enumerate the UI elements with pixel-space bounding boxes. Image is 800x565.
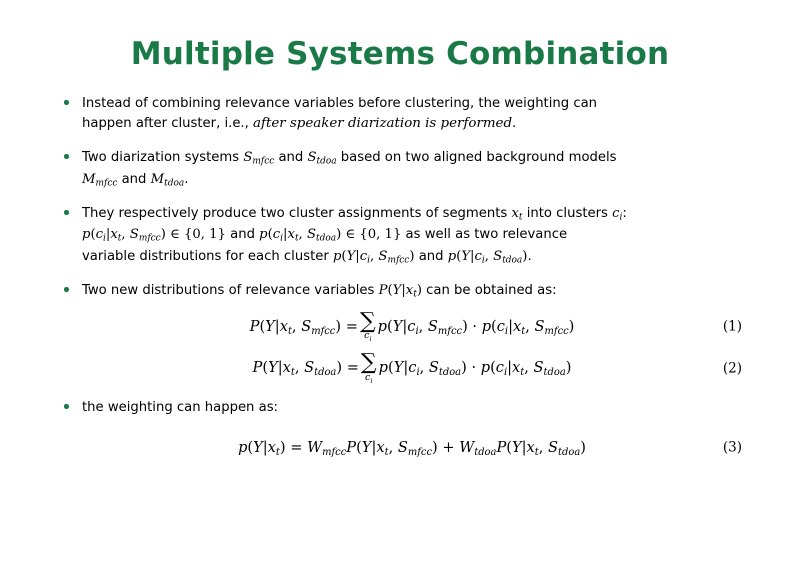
equation-3-number: (3) — [722, 440, 742, 457]
symbol-bar: | — [470, 248, 475, 264]
symbol-bar: | — [401, 283, 406, 299]
subscript-mfcc: mfcc — [437, 325, 463, 337]
symbol-y: Y — [268, 359, 278, 377]
symbol-s-tdoa: S — [307, 150, 317, 166]
equation-2-body: $P(Y|x_t$, $S_{tdoa}$) = ∑ $c_i$ $p(Y|c_i$, $S_{tdoa}) \cdot p(c_i|x_t$, $S_{tdoa}$) (2) — [252, 350, 742, 385]
symbol-s: S — [548, 438, 559, 456]
symbol-m-mfcc: M — [82, 171, 96, 187]
symbol-p-lower: p — [480, 359, 491, 377]
equation-2-number: (2) — [722, 360, 742, 377]
symbol-s: S — [534, 317, 545, 335]
symbol-y: Y — [393, 359, 404, 377]
sum-lower-limit: $c_i$ — [365, 371, 373, 385]
symbol-bar: | — [274, 317, 280, 335]
symbol-x: x — [110, 227, 118, 243]
sum-lower-limit: $c_i$ — [364, 330, 372, 344]
subscript-t: t — [521, 325, 526, 337]
symbol-y: Y — [361, 438, 372, 456]
symbol-y: Y — [265, 317, 275, 335]
subscript-t: t — [117, 233, 122, 244]
symbol-bar: | — [355, 248, 360, 264]
symbol-bar: | — [105, 227, 111, 243]
symbol-bar: | — [262, 438, 268, 456]
symbol-c: c — [408, 359, 417, 377]
symbol-set-01: {0, 1} — [184, 227, 226, 243]
symbol-cdot: · — [471, 359, 477, 377]
symbol-x: x — [512, 359, 521, 377]
subscript-tdoa: tdoa — [502, 255, 523, 266]
symbol-c: c — [474, 248, 482, 264]
bullet-dot-icon — [64, 154, 69, 159]
symbol-s: S — [493, 248, 503, 264]
symbol-bar: | — [402, 317, 408, 335]
bullet-3-seg-b: into clusters — [522, 206, 613, 221]
symbol-s: S — [397, 438, 408, 456]
subscript-t: t — [294, 233, 299, 244]
bullet-3-and-2: and — [418, 248, 444, 264]
symbol-p-lower: p — [378, 359, 388, 377]
bullet-list — [58, 94, 742, 460]
subscript-tdoa: tdoa — [314, 366, 337, 378]
symbol-bar: | — [508, 317, 514, 335]
bullet-3-tail: . — [527, 248, 532, 264]
symbol-bar: | — [507, 359, 513, 377]
sigma-glyph: ∑ — [359, 308, 376, 334]
bullet-1-emphasis: after speaker diarization is performed. — [253, 116, 517, 132]
symbol-p-lower: p — [377, 317, 387, 335]
symbol-x: x — [282, 359, 291, 377]
subscript-i: i — [481, 255, 485, 266]
bullet-2-seg-c: based on two aligned background models — [336, 150, 617, 166]
bullet-3-math-line-3: $p(Y|c_i$, $S_{mfcc}$) — [332, 248, 415, 266]
symbol-x: x — [287, 227, 295, 243]
subscript-tdoa: tdoa — [558, 446, 581, 458]
symbol-y: Y — [392, 283, 402, 299]
symbol-equals: = — [346, 359, 359, 377]
symbol-p-upper: P — [249, 317, 260, 335]
bullet-dot-icon — [64, 100, 69, 105]
subscript-i: i — [416, 366, 420, 378]
bullet-3-seg-d: variable distributions for each cluster — [82, 248, 333, 264]
symbol-y: Y — [461, 248, 471, 264]
symbol-bar: | — [283, 227, 288, 243]
bullet-2-seg-e: . — [184, 171, 189, 187]
subscript-i: i — [503, 366, 508, 378]
symbol-set-01: {0, 1} — [359, 227, 402, 243]
equation-2 — [82, 350, 742, 385]
subscript-mfcc: mfcc — [311, 325, 336, 337]
symbol-s: S — [533, 359, 544, 377]
symbol-p-upper: P — [496, 438, 507, 456]
bullet-3-math-line: $p(c_i|x_t$, $S_{mfcc}$) ∈ {0, 1} — [82, 227, 226, 244]
symbol-p-lower: p — [82, 227, 91, 243]
symbol-x: x — [511, 206, 519, 221]
symbol-p-lower: p — [332, 248, 342, 264]
subscript-t: t — [520, 366, 525, 378]
symbol-s: S — [301, 317, 312, 335]
subscript-tdoa: tdoa — [474, 446, 497, 458]
symbol-y: Y — [346, 248, 356, 264]
symbol-equals: = — [290, 438, 303, 456]
bullet-3-math-line-2: $p(c_i|x_t$, $S_{tdoa}$) ∈ {0, 1} — [259, 227, 402, 244]
symbol-x: x — [513, 317, 522, 335]
symbol-s-mfcc: S — [243, 150, 253, 166]
equation-1 — [82, 308, 742, 344]
symbol-c: c — [612, 206, 620, 221]
bullet-dot-icon — [64, 210, 69, 215]
list-item — [58, 204, 742, 268]
symbol-x: x — [405, 283, 414, 299]
symbol-bar: | — [371, 438, 377, 456]
subscript-t: t — [518, 212, 523, 223]
symbol-bar: | — [521, 438, 527, 456]
bullet-5-text: the weighting can happen as: — [82, 400, 279, 416]
subscript-mfcc: mfcc — [544, 325, 569, 337]
symbol-p-upper: P — [252, 359, 263, 377]
symbol-cdot: · — [472, 317, 478, 335]
symbol-c: c — [495, 359, 504, 377]
subscript-mfcc: mfcc — [138, 233, 161, 244]
symbol-w: W — [459, 438, 475, 456]
symbol-p-upper: P — [346, 438, 357, 456]
symbol-p-lower: p — [481, 317, 492, 335]
subscript-i: i — [619, 212, 623, 223]
subscript-t: t — [534, 446, 539, 458]
list-item — [58, 281, 742, 384]
subscript-tdoa: tdoa — [316, 156, 337, 167]
subscript-i: i — [280, 233, 284, 244]
symbol-x: x — [267, 438, 276, 456]
subscript-t: t — [287, 325, 292, 337]
equation-1-body: $P(Y|x_t$, $S_{mfcc}$) = ∑ $c_i$ $p(Y|c_i$, $S_{mfcc}) \cdot p(c_i|x_t$, $S_{mfcc}$) (1) — [249, 308, 742, 344]
bullet-2-seg-a: Two diarization systems — [82, 150, 244, 166]
summation-symbol — [360, 350, 377, 385]
symbol-m-tdoa: M — [150, 171, 165, 187]
symbol-s: S — [306, 227, 316, 243]
subscript-t: t — [275, 446, 280, 458]
bullet-4-math: $P(Y|x_t)$ — [378, 283, 422, 300]
symbol-c: c — [359, 248, 368, 264]
symbol-p-lower: p — [238, 438, 248, 456]
subscript-tdoa: tdoa — [438, 366, 462, 378]
list-item — [58, 148, 742, 191]
symbol-c: c — [407, 317, 416, 335]
bullet-dot-icon — [64, 404, 69, 409]
symbol-bar: | — [277, 359, 283, 377]
bullet-1-line1: Instead of combining relevance variables before clustering, the weighting can — [82, 96, 598, 111]
subscript-i: i — [415, 325, 419, 337]
symbol-y: Y — [392, 317, 403, 335]
symbol-w: W — [307, 438, 323, 456]
equation-1-number: (1) — [722, 318, 742, 335]
symbol-equals: = — [345, 317, 358, 335]
subscript-tdoa: tdoa — [315, 233, 337, 244]
subscript-mfcc: mfcc — [322, 446, 347, 458]
subscript-t: t — [413, 289, 417, 300]
symbol-s: S — [129, 227, 139, 243]
symbol-s: S — [378, 248, 388, 264]
bullet-2-seg-b: and — [274, 150, 308, 166]
symbol-p-lower: p — [259, 227, 268, 243]
symbol-s: S — [304, 359, 315, 377]
bullet-3-seg-a: They respectively produce two cluster assignments of segments — [82, 206, 512, 221]
bullet-4-seg-a: Two new distributions of relevance variables — [82, 283, 379, 299]
symbol-c: c — [496, 317, 505, 335]
list-item — [58, 398, 742, 460]
symbol-s: S — [428, 359, 439, 377]
page-title: Multiple Systems Combination — [130, 36, 670, 72]
bullet-3-seg-c: : — [622, 206, 627, 221]
symbol-x: x — [526, 438, 535, 456]
subscript-mfcc: mfcc — [387, 255, 410, 266]
symbol-c: c — [272, 227, 281, 243]
symbol-element-of: ∈ — [170, 227, 180, 243]
subscript-t: t — [290, 366, 295, 378]
list-item — [58, 94, 742, 135]
subscript-mfcc: mfcc — [252, 156, 275, 167]
symbol-bar: | — [403, 359, 409, 377]
symbol-x: x — [279, 317, 288, 335]
subscript-i: i — [103, 233, 106, 244]
bullet-3-math-line-4: $p(Y|c_i$, $S_{tdoa}$) — [447, 248, 528, 266]
symbol-y: Y — [253, 438, 263, 456]
subscript-i: i — [504, 325, 509, 337]
bullet-1-line2: happen after cluster, i.e., — [82, 116, 254, 132]
subscript-tdoa: tdoa — [164, 178, 185, 189]
bullet-dot-icon — [64, 287, 69, 292]
subscript-i: i — [367, 255, 371, 266]
symbol-x: x — [376, 438, 385, 456]
subscript-t: t — [384, 446, 389, 458]
bullet-2-seg-d: and — [117, 171, 151, 187]
subscript-mfcc: mfcc — [95, 178, 118, 189]
symbol-c: c — [95, 227, 103, 243]
subscript-mfcc: mfcc — [407, 446, 433, 458]
sigma-glyph: ∑ — [360, 350, 377, 375]
symbol-s: S — [427, 317, 438, 335]
equation-3 — [82, 437, 742, 460]
subscript-tdoa: tdoa — [543, 366, 566, 378]
symbol-plus: + — [442, 438, 455, 456]
summation-symbol — [359, 308, 376, 344]
symbol-y: Y — [511, 438, 522, 456]
bullet-4-seg-b: can be obtained as: — [421, 283, 557, 299]
symbol-element-of: ∈ — [345, 227, 356, 243]
equation-3-body: $p(Y|x_t) = W_{mfcc}P(Y|x_t$, $S_{mfcc}) + W_{tdoa}P(Y|x_t$, $S_{tdoa}$) (3) — [238, 438, 742, 458]
bullet-3-and: and — [230, 227, 255, 243]
symbol-p-upper: P — [378, 283, 388, 299]
symbol-p-lower: p — [447, 248, 457, 264]
bullet-3-as-well-as: as well as two relevance — [405, 227, 568, 243]
